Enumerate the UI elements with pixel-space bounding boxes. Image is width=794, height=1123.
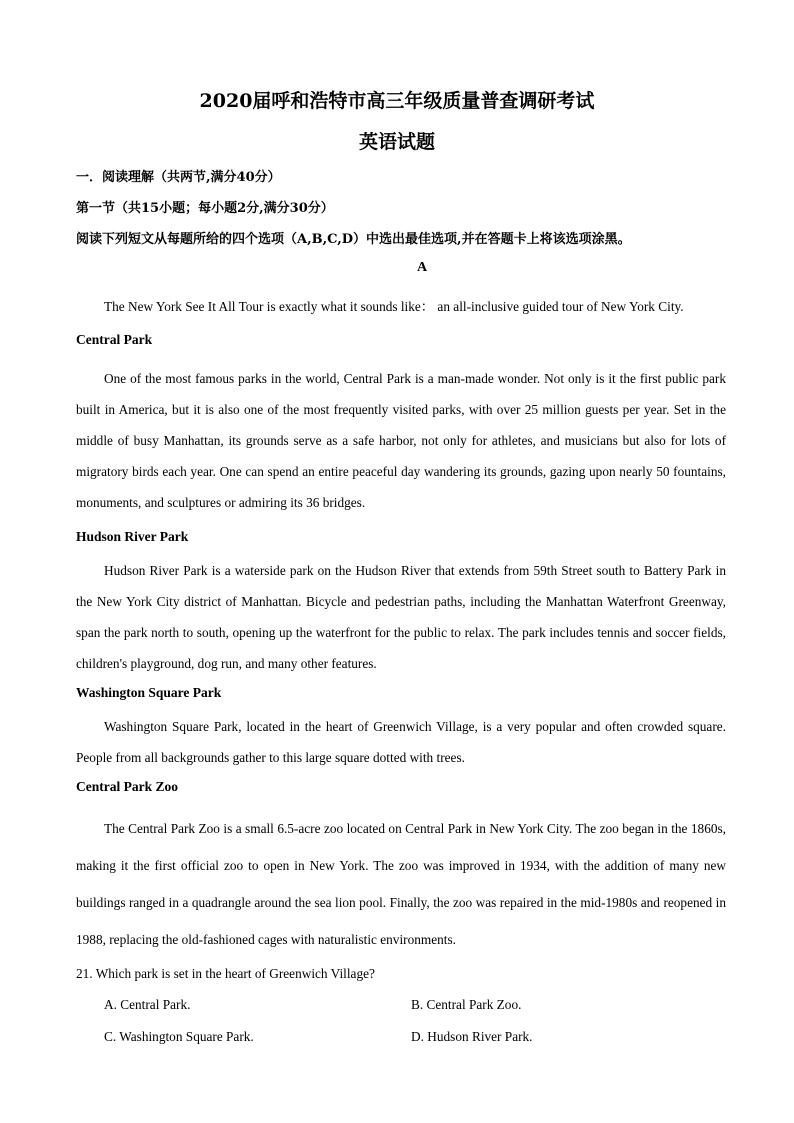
exam-subtitle: 英语试题 (358, 131, 435, 153)
park-heading-central-park-zoo: Central Park Zoo (76, 779, 178, 794)
question-stem: 21. Which park is set in the heart of Greenwich Village? (76, 966, 375, 981)
park-text-central-park: One of the most famous parks in the world, Central Park is a man-made wonder. Not only is it the first public park built in America, but it is also one of the most frequently visited parks, with over 25 million guests per year. Set in the middle of busy Manhattan, its grounds serve as a safe harbor, not only for athletes, and musicians but also for lots of migratory birds each year. One can spend an entire peaceful day wandering its grounds, gazing upon nearly 50 fountains, monuments, and sculptures or admiring its 36 bridges. (76, 371, 726, 510)
park-heading-hudson-river-park: Hudson River Park (76, 529, 189, 544)
option-d[interactable]: D. Hudson River Park. (411, 1029, 533, 1044)
park-heading-central-park: Central Park (76, 332, 153, 347)
option-c[interactable]: C. Washington Square Park. (104, 1029, 254, 1044)
option-a[interactable]: A. Central Park. (104, 997, 191, 1012)
part-heading: 一．阅读理解（共两节,满分40分） (76, 170, 281, 185)
option-b[interactable]: B. Central Park Zoo. (411, 997, 522, 1012)
park-text-hudson-river-park: Hudson River Park is a waterside park on the Hudson River that extends from 59th Street south to Battery Park in the New York City district of Manhattan. Bicycle and pedestrian paths, including the Manhattan Waterfront Greenway, span the park north to south, opening up the waterfront for the public to relax. The park includes tennis and soccer fields, children's playground, dog run, and many other features. (76, 563, 726, 671)
passage-intro: The New York See It All Tour is exactly what it sounds like： an all-inclusive guided tour of New York City. (104, 299, 684, 314)
passage-label: A (416, 260, 428, 275)
park-text-central-park-zoo: The Central Park Zoo is a small 6.5-acre zoo located on Central Park in New York City. The zoo began in the 1860s, making it the first official zoo to open in New York. The zoo was improved in 1934, with the addition of many new buildings ranged in a quadrangle around the sea lion pool. Finally, the zoo was repaired in the mid-1980s and reopened in 1988, replacing the old-fashioned cages with naturalistic environments. (76, 821, 726, 947)
park-heading-washington-square-park: Washington Square Park (76, 685, 222, 700)
exam-title: 2020届呼和浩特市高三年级质量普查调研考试 (199, 90, 595, 112)
subpart-heading: 第一节（共15小题；每小题2分,满分30分） (76, 201, 334, 216)
park-text-washington-square-park: Washington Square Park, located in the heart of Greenwich Village, is a very popular and often crowded square. People from all backgrounds gather to this large square dotted with trees. (76, 719, 726, 765)
instruction-text: 阅读下列短文从每题所给的四个选项（A,B,C,D）中选出最佳选项,并在答题卡上将该选项涂黑。 (76, 232, 631, 247)
